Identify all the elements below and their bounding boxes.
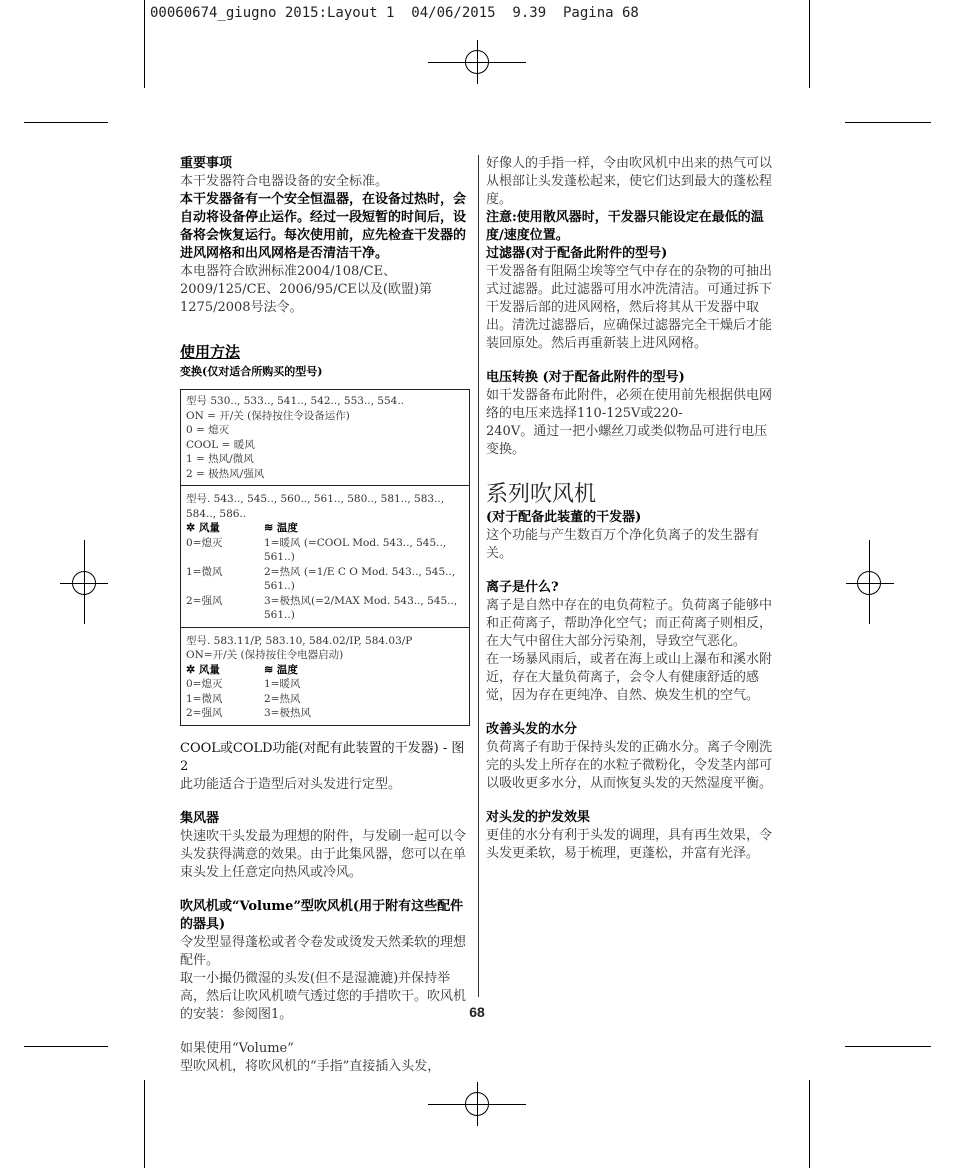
slug-line: 00060674_giugno 2015:Layout 1 04/06/2015 9.39 Pagina 68 bbox=[150, 5, 639, 21]
ion-text-2: 在一场暴风雨后，或者在海上或山上瀑布和溪水附近，存在大量负荷离子，会令人有健康舒适的感觉，因为存在更纯净、自然、焕发生机的空气。 bbox=[486, 652, 773, 703]
box2-row-b: 3=极热风(=2/MAX Mod. 543.., 545.., 561..) bbox=[264, 594, 458, 621]
crop-mark-bottom-left-v bbox=[144, 1080, 145, 1168]
box1-on-off: ON = 开/关 (保持按住令设备运作) bbox=[186, 409, 350, 422]
box2-row-a: 2=强风 bbox=[186, 594, 223, 607]
crop-mark-top-left-h bbox=[24, 122, 108, 123]
box1-models: 型号 530.., 533.., 541.., 542.., 553.., 554.. bbox=[186, 395, 405, 407]
box3-fan-label: 风量 bbox=[198, 663, 220, 676]
heat-icon: ≋ bbox=[264, 662, 274, 676]
voltage-title: 电压转换 (对于配备此附件的型号) bbox=[486, 370, 685, 385]
box2-temp-label: 温度 bbox=[276, 522, 298, 534]
cool-text: 此功能适合于造型后对头发进行定型。 bbox=[180, 776, 402, 792]
box3-row-b: 3=极热风 bbox=[264, 707, 311, 719]
box2-fan-label: 风量 bbox=[198, 522, 220, 534]
series-subtitle: (对于配备此装董的干发器) bbox=[486, 510, 642, 525]
page-number: 68 bbox=[469, 1004, 485, 1020]
box2-row-b: 1=暖风 (=COOL Mod. 543.., 545.., 561..) bbox=[264, 536, 447, 563]
box1-one: 1 = 热风/微风 bbox=[186, 453, 254, 465]
fan-icon: ✲ bbox=[186, 662, 196, 676]
box1-two: 2 = 极热风/强风 bbox=[186, 467, 265, 480]
diffuser-title: 吹风机或“Volume”型吹风机(用于附有这些配件的器具) bbox=[180, 898, 464, 932]
box3-row-a: 0=熄灭 bbox=[186, 678, 223, 690]
left-column bbox=[180, 155, 470, 1076]
important-text-2: 本电器符合欧洲标准2004/108/CE、2009/125/CE、2006/95/CE以及(欧盟)第1275/2008号法令。 bbox=[180, 264, 433, 315]
heat-icon: ≋ bbox=[264, 521, 274, 534]
crop-mark-bottom-right-h bbox=[845, 1046, 931, 1047]
box3-row-a: 2=强风 bbox=[186, 707, 223, 719]
voltage-text-1: 如干发器备布此附件，必须在使用前先根据供电网络的电压来选择110-125V或220- bbox=[486, 388, 773, 421]
switch-title: 变换(仅对适合所购买的型号) bbox=[180, 365, 323, 378]
series-text: 这个功能与产生数百万个净化负离子的发生器有关。 bbox=[486, 528, 760, 561]
crop-mark-bottom-right-v bbox=[809, 1080, 810, 1168]
usage-title: 使用方法 bbox=[180, 343, 241, 361]
filter-title: 过滤器(对于配备此附件的型号) bbox=[486, 246, 668, 261]
crop-mark-top-left-v bbox=[144, 0, 145, 88]
box3-on-off: ON=开/关 (保持按住令电器启动) bbox=[186, 649, 344, 661]
right-column bbox=[486, 155, 776, 863]
box2-row-b: 2=热风 (=1/E C O Mod. 543.., 545.., 561..) bbox=[264, 565, 456, 592]
series-title: 系列吹风机 bbox=[486, 482, 597, 507]
moisture-title: 改善头发的水分 bbox=[486, 722, 578, 737]
filter-text: 干发器备有阻隔尘埃等空气中存在的杂物的可抽出式过滤器。此过滤器可用水冲洗清洁。可通过拆下干发器后部的进风网格，然后将其从干发器中取出。清洗过滤器后，应确保过滤器完全干燥后才能装回原处。然后再重新装上进风网格。 bbox=[486, 264, 773, 351]
diffuser-continued-text: 好像人的手指一样，令由吹风机中出来的热气可以从根部让头发蓬松起来，使它们达到最大的蓬松程度。 bbox=[486, 156, 773, 207]
ion-text-1: 离子是自然中存在的电负荷粒子。负荷离子能够中和正荷离子，帮助净化空气；而正荷离子则相反，在大气中留住大部分污染剂，导致空气恶化。 bbox=[486, 598, 773, 649]
important-bold-text: 本干发器备有一个安全恒温器，在设备过热时，会自动将设备停止运作。经过一段短暂的时间后，设备将会恢复运行。每次使用前，应先检查干发器的进风网格和出风网格是否清洁干净。 bbox=[180, 192, 467, 261]
note-bold-text: 注意:使用散风器时，干发器只能设定在最低的温度/速度位置。 bbox=[486, 210, 764, 243]
box1-zero: 0 = 熄灭 bbox=[186, 424, 230, 436]
moisture-text: 负荷离子有助于保持头发的正确水分。离子令刚洗完的头发上所存在的水粒子微粉化，令发茎内部可以吸收更多水分，从而恢复头发的天然湿度平衡。 bbox=[486, 740, 773, 791]
important-text-1: 本干发器符合电器设备的安全标准。 bbox=[180, 174, 389, 189]
switch-box-3 bbox=[180, 628, 470, 726]
important-title: 重要事项 bbox=[180, 156, 233, 171]
switch-box-1 bbox=[180, 389, 470, 486]
box3-models: 型号. 583.11/P, 583.10, 584.02/IP, 584.03/P bbox=[186, 634, 413, 647]
cool-title: COOL或COLD功能(对配有此装置的干发器) - 图2 bbox=[180, 740, 465, 774]
switch-box-2 bbox=[180, 486, 470, 628]
box1-cool: COOL = 暖风 bbox=[186, 438, 255, 451]
diffuser-text-1: 令发型显得蓬松或者令卷发或烫发天然柔软的理想配件。 bbox=[180, 934, 467, 968]
box2-row-a: 1=微风 bbox=[186, 565, 223, 578]
box3-row-b: 2=热风 bbox=[264, 692, 301, 705]
concentrator-title: 集风器 bbox=[180, 810, 220, 826]
box3-temp-label: 温度 bbox=[276, 663, 298, 676]
care-title: 对头发的护发效果 bbox=[486, 810, 591, 825]
fan-icon: ✲ bbox=[186, 521, 196, 534]
diffuser-text-2: 取一小撮仍微湿的头发(但不是湿漉漉)并保持举高，然后让吹风机喷气透过您的手措吹干。吹风机的安装：参阅图1。 bbox=[180, 970, 467, 1022]
crop-mark-top-right-h bbox=[845, 122, 931, 123]
diffuser-text-3a: 如果使用“Volume” bbox=[180, 1040, 294, 1056]
box2-models: 型号. 543.., 545.., 560.., 561.., 580.., 581.., 583.., 584.., 586.. bbox=[186, 493, 445, 520]
care-text: 更佳的水分有利于头发的调理，具有再生效果，令头发更柔软，易于梳理，更蓬松，并富有光泽。 bbox=[486, 828, 773, 861]
voltage-text-2: 240V。通过一把小螺丝刀或类似物品可进行电压变换。 bbox=[486, 424, 768, 457]
box3-row-a: 1=微风 bbox=[186, 692, 223, 705]
diffuser-text-3b: 型吹风机，将吹风机的“手指”直接插入头发， bbox=[180, 1058, 441, 1074]
crop-mark-bottom-left-h bbox=[24, 1046, 108, 1047]
column-divider bbox=[478, 155, 479, 997]
ion-title: 离子是什么? bbox=[486, 580, 559, 595]
box3-row-b: 1=暖风 bbox=[264, 678, 301, 690]
crop-mark-top-right-v bbox=[809, 0, 810, 88]
box2-row-a: 0=熄灭 bbox=[186, 536, 223, 549]
concentrator-text: 快速吹干头发最为理想的附件，与发刷一起可以令头发获得满意的效果。由于此集风器，您可以在单束头发上任意定向热风或冷风。 bbox=[180, 828, 467, 880]
